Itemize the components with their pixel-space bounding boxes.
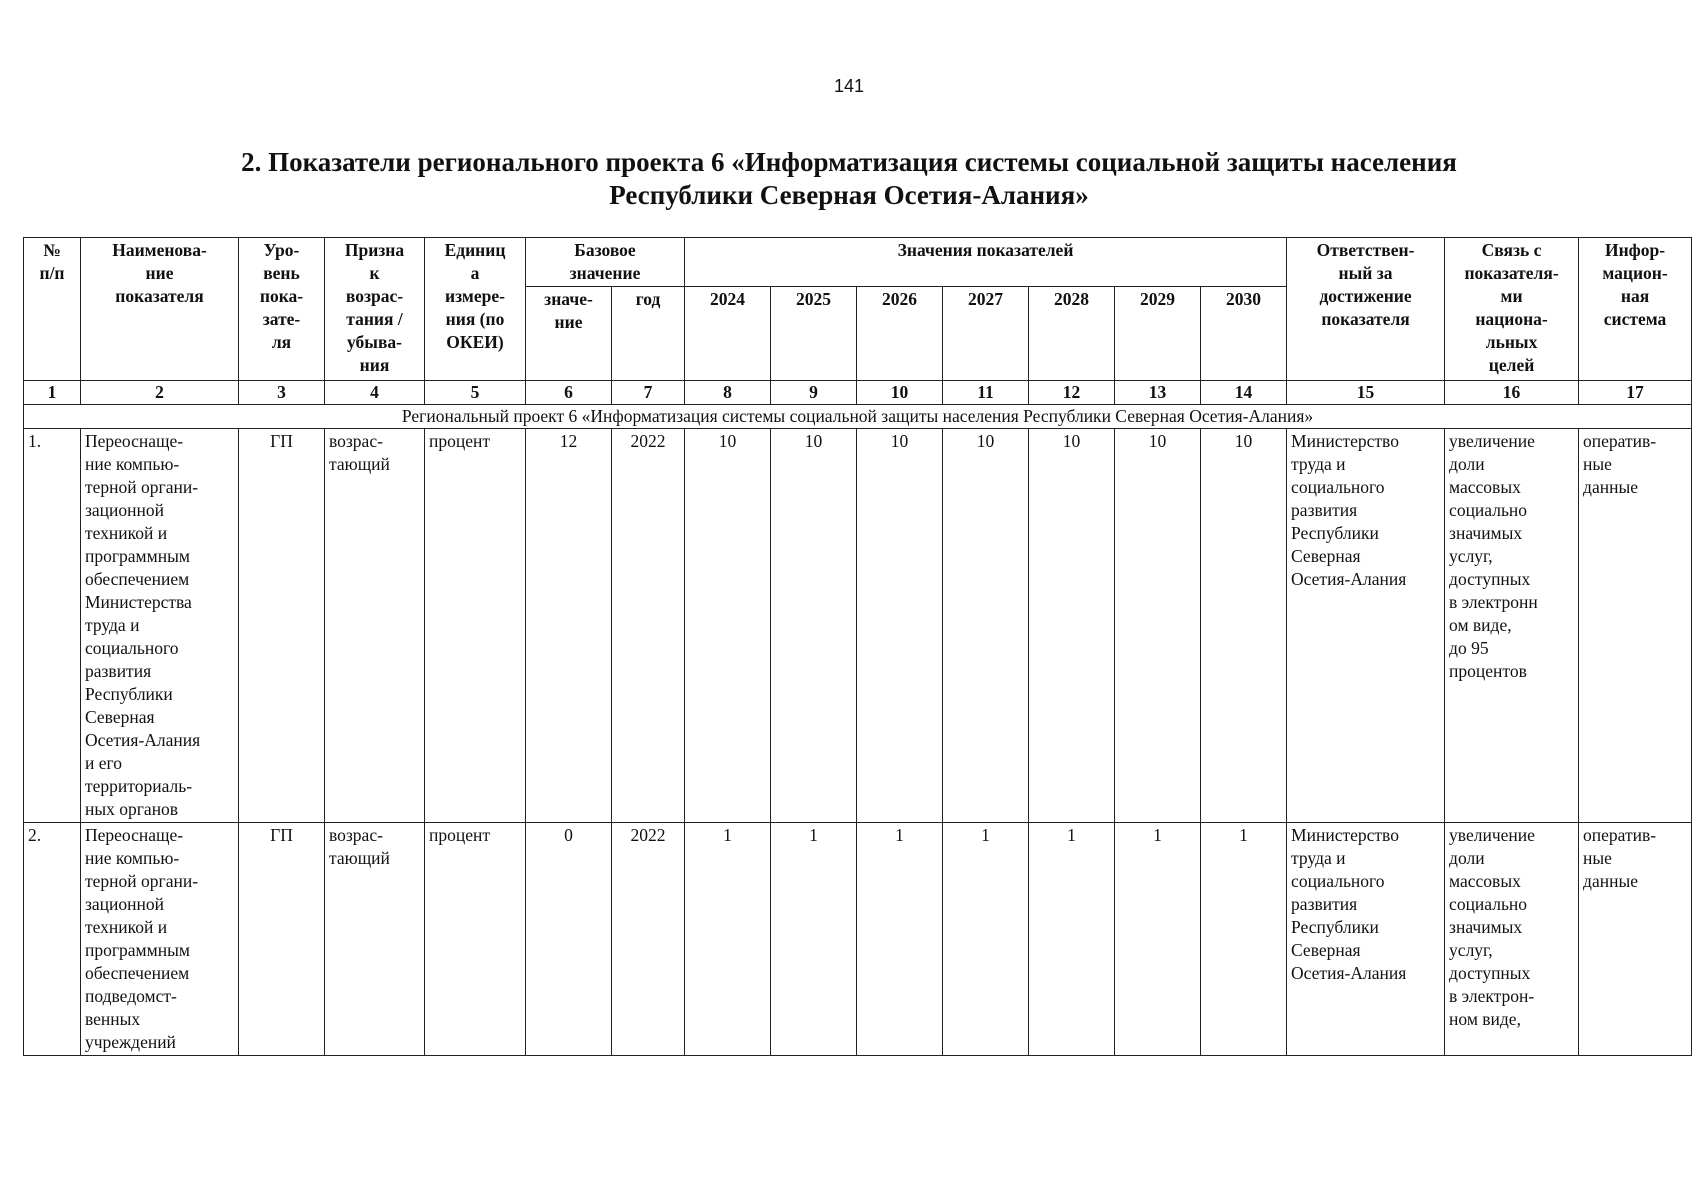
column-number: 2: [81, 381, 239, 405]
column-number: 1: [24, 381, 81, 405]
header-link: Связь с показателя- ми национа- льных целей: [1445, 238, 1579, 381]
table-row: [24, 823, 1692, 1056]
row-number: 1.: [24, 429, 81, 823]
row-base-year: 2022: [612, 823, 685, 1056]
row-name: Переоснаще- ние компью- терной органи- зационной техникой и программным обеспечением подведомст- венных учреждений: [81, 823, 239, 1056]
page-title-line-2: Республики Северная Осетия-Алания»: [609, 180, 1089, 210]
column-number: 9: [771, 381, 857, 405]
header-number: № п/п: [24, 238, 81, 381]
row-link: увеличение доли массовых социально значимых услуг, доступных в электрон- ном виде,: [1445, 823, 1579, 1056]
row-level: ГП: [239, 429, 325, 823]
table-header: [24, 238, 1692, 405]
header-responsible: Ответствен- ный за достижение показателя: [1287, 238, 1445, 381]
column-number: 15: [1287, 381, 1445, 405]
row-base-value: 0: [526, 823, 612, 1056]
header-year-2024: 2024: [685, 287, 771, 381]
header-base-year: год: [612, 287, 685, 381]
row-system: оператив- ные данные: [1579, 823, 1692, 1056]
column-number: 14: [1201, 381, 1287, 405]
row-number: 2.: [24, 823, 81, 1056]
page-title-line-1: 2. Показатели регионального проекта 6 «Информатизация системы социальной защиты населения: [241, 147, 1457, 177]
column-numbers-row: [24, 381, 1692, 405]
row-value-2030: 10: [1201, 429, 1287, 823]
header-year-2027: 2027: [943, 287, 1029, 381]
row-value-2027: 10: [943, 429, 1029, 823]
row-responsible: Министерство труда и социального развития Республики Северная Осетия-Алания: [1287, 823, 1445, 1056]
row-unit: процент: [425, 429, 526, 823]
row-value-2026: 10: [857, 429, 943, 823]
column-number: 8: [685, 381, 771, 405]
header-name: Наименова- ние показателя: [81, 238, 239, 381]
header-year-2028: 2028: [1029, 287, 1115, 381]
page-title: [0, 146, 1698, 212]
column-number: 12: [1029, 381, 1115, 405]
indicators-table: [23, 237, 1692, 1056]
row-value-2030: 1: [1201, 823, 1287, 1056]
row-trend: возрас- тающий: [325, 823, 425, 1056]
header-values: Значения показателей: [685, 238, 1287, 287]
row-value-2028: 10: [1029, 429, 1115, 823]
table-row: [24, 429, 1692, 823]
row-value-2025: 10: [771, 429, 857, 823]
page-number: 141: [833, 76, 865, 96]
row-value-2028: 1: [1029, 823, 1115, 1056]
column-number: 16: [1445, 381, 1579, 405]
header-unit: Единиц а измере- ния (по ОКЕИ): [425, 238, 526, 381]
row-system: оператив- ные данные: [1579, 429, 1692, 823]
row-value-2029: 1: [1115, 823, 1201, 1056]
header-base-value: значе- ние: [526, 287, 612, 381]
column-number: 4: [325, 381, 425, 405]
header-year-2029: 2029: [1115, 287, 1201, 381]
row-value-2027: 1: [943, 823, 1029, 1056]
row-name: Переоснаще- ние компью- терной органи- зационной техникой и программным обеспечением Министерства труда и социального развития Республики Северная Осетия-Алания и его территориаль- ных органов: [81, 429, 239, 823]
header-system: Инфор- мацион- ная система: [1579, 238, 1692, 381]
column-number: 13: [1115, 381, 1201, 405]
column-number: 5: [425, 381, 526, 405]
column-number: 10: [857, 381, 943, 405]
header-base: Базовое значение: [526, 238, 685, 287]
header-year-2030: 2030: [1201, 287, 1287, 381]
header-year-2026: 2026: [857, 287, 943, 381]
row-value-2029: 10: [1115, 429, 1201, 823]
row-value-2024: 1: [685, 823, 771, 1056]
row-value-2024: 10: [685, 429, 771, 823]
column-number: 11: [943, 381, 1029, 405]
section-row: [24, 405, 1692, 429]
column-number: 7: [612, 381, 685, 405]
section-title: Региональный проект 6 «Информатизация системы социальной защиты населения Республики Северная Осетия-Алания»: [24, 405, 1692, 429]
row-base-year: 2022: [612, 429, 685, 823]
header-level: Уро- вень пока- зате- ля: [239, 238, 325, 381]
row-responsible: Министерство труда и социального развития Республики Северная Осетия-Алания: [1287, 429, 1445, 823]
row-trend: возрас- тающий: [325, 429, 425, 823]
column-number: 6: [526, 381, 612, 405]
header-year-2025: 2025: [771, 287, 857, 381]
row-unit: процент: [425, 823, 526, 1056]
column-number: 3: [239, 381, 325, 405]
column-number: 17: [1579, 381, 1692, 405]
row-base-value: 12: [526, 429, 612, 823]
row-value-2026: 1: [857, 823, 943, 1056]
row-link: увеличение доли массовых социально значимых услуг, доступных в электронн ом виде, до 95 процентов: [1445, 429, 1579, 823]
header-trend: Призна к возрас- тания / убыва- ния: [325, 238, 425, 381]
row-value-2025: 1: [771, 823, 857, 1056]
row-level: ГП: [239, 823, 325, 1056]
